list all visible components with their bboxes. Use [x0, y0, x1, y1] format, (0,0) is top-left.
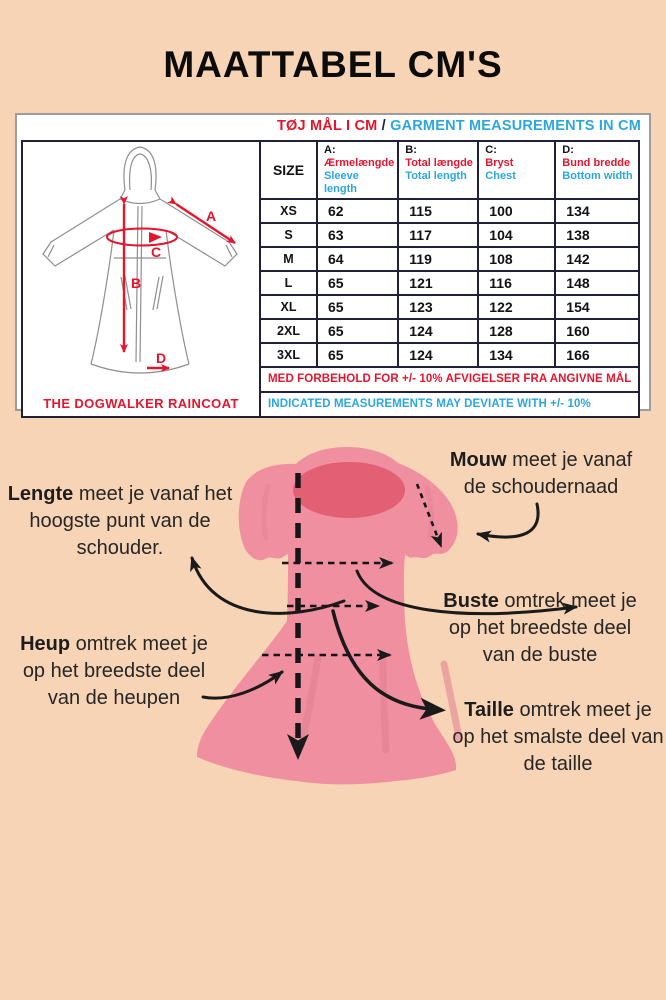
measurement-value: 134: [478, 343, 555, 367]
measurement-value: 63: [317, 223, 398, 247]
measurement-value: 108: [478, 247, 555, 271]
annotation-buste: Buste omtrek meet je op het breedste deel van de buste: [443, 590, 637, 667]
raincoat-diagram-cell: [22, 141, 260, 417]
measurement-value: 154: [555, 295, 639, 319]
mouw-arrow: [478, 504, 538, 537]
measurement-value: 65: [317, 343, 398, 367]
disclaimer-english: INDICATED MEASUREMENTS MAY DEVIATE WITH +/- 10%: [260, 392, 639, 417]
size-label: XS: [260, 199, 317, 223]
measurement-value: 134: [555, 199, 639, 223]
measurement-value: 122: [478, 295, 555, 319]
measurement-value: 117: [398, 223, 478, 247]
column-header-measure: B: Total længde Total length: [398, 141, 478, 199]
size-label: XL: [260, 295, 317, 319]
size-label: S: [260, 223, 317, 247]
measurement-value: 116: [478, 271, 555, 295]
measurement-value: 138: [555, 223, 639, 247]
annotation-heup: Heup omtrek meet je op het breedste deel van de heupen: [20, 633, 208, 710]
size-table: [21, 140, 640, 418]
measurement-value: 65: [317, 271, 398, 295]
measurement-value: 100: [478, 199, 555, 223]
chart-panel-header: [17, 118, 641, 134]
dress-body: [197, 447, 459, 784]
annotation-mouw: Mouw meet je vanaf de schoudernaad: [449, 449, 633, 499]
size-label: 2XL: [260, 319, 317, 343]
chart-title-english: GARMENT MEASUREMENTS IN CM: [390, 118, 641, 134]
measurement-value: 123: [398, 295, 478, 319]
coat-label-B: B: [131, 275, 142, 291]
table-header-row: [22, 141, 639, 199]
measurement-value: 119: [398, 247, 478, 271]
chart-title-separator: /: [377, 118, 391, 134]
column-header-size: SIZE: [260, 141, 317, 199]
measurement-value: 115: [398, 199, 478, 223]
measurement-value: 104: [478, 223, 555, 247]
coat-label-C: C: [150, 244, 162, 260]
measurement-value: 148: [555, 271, 639, 295]
size-label: 3XL: [260, 343, 317, 367]
measurement-value: 166: [555, 343, 639, 367]
coat-measure-arrows: [107, 204, 235, 368]
measurement-value: 121: [398, 271, 478, 295]
size-chart-panel: [15, 113, 651, 411]
measurement-value: 142: [555, 247, 639, 271]
measurement-value: 65: [317, 295, 398, 319]
chart-title-danish: TØJ MÅL I CM: [276, 118, 378, 134]
disclaimer-danish: MED FORBEHOLD FOR +/- 10% AFVIGELSER FRA ANGIVNE MÅL: [260, 367, 639, 392]
coat-label-D: D: [155, 350, 167, 366]
size-label: M: [260, 247, 317, 271]
measurement-value: 124: [398, 343, 478, 367]
measurement-value: 62: [317, 199, 398, 223]
column-header-measure: C: Bryst Chest: [478, 141, 555, 199]
column-header-measure: D: Bund bredde Bottom width: [555, 141, 639, 199]
annotation-lengte: Lengte meet je vanaf het hoogste punt van de schouder.: [7, 483, 233, 560]
size-table-body: [22, 141, 639, 417]
measuring-guide: [0, 430, 666, 1000]
size-label: L: [260, 271, 317, 295]
measurement-value: 64: [317, 247, 398, 271]
raincoat-illustration: [23, 142, 257, 400]
annotation-taille: Taille omtrek meet je op het smalste deel van de taille: [452, 699, 664, 776]
product-caption: THE DOGWALKER RAINCOAT: [43, 395, 239, 411]
measurement-value: 65: [317, 319, 398, 343]
coat-label-A: A: [205, 208, 217, 224]
measurement-value: 124: [398, 319, 478, 343]
measurement-value: 128: [478, 319, 555, 343]
page-title: MAATTABEL CM'S: [163, 44, 503, 85]
column-header-measure: A: Ærmelængde Sleeve length: [317, 141, 398, 199]
measurement-value: 160: [555, 319, 639, 343]
